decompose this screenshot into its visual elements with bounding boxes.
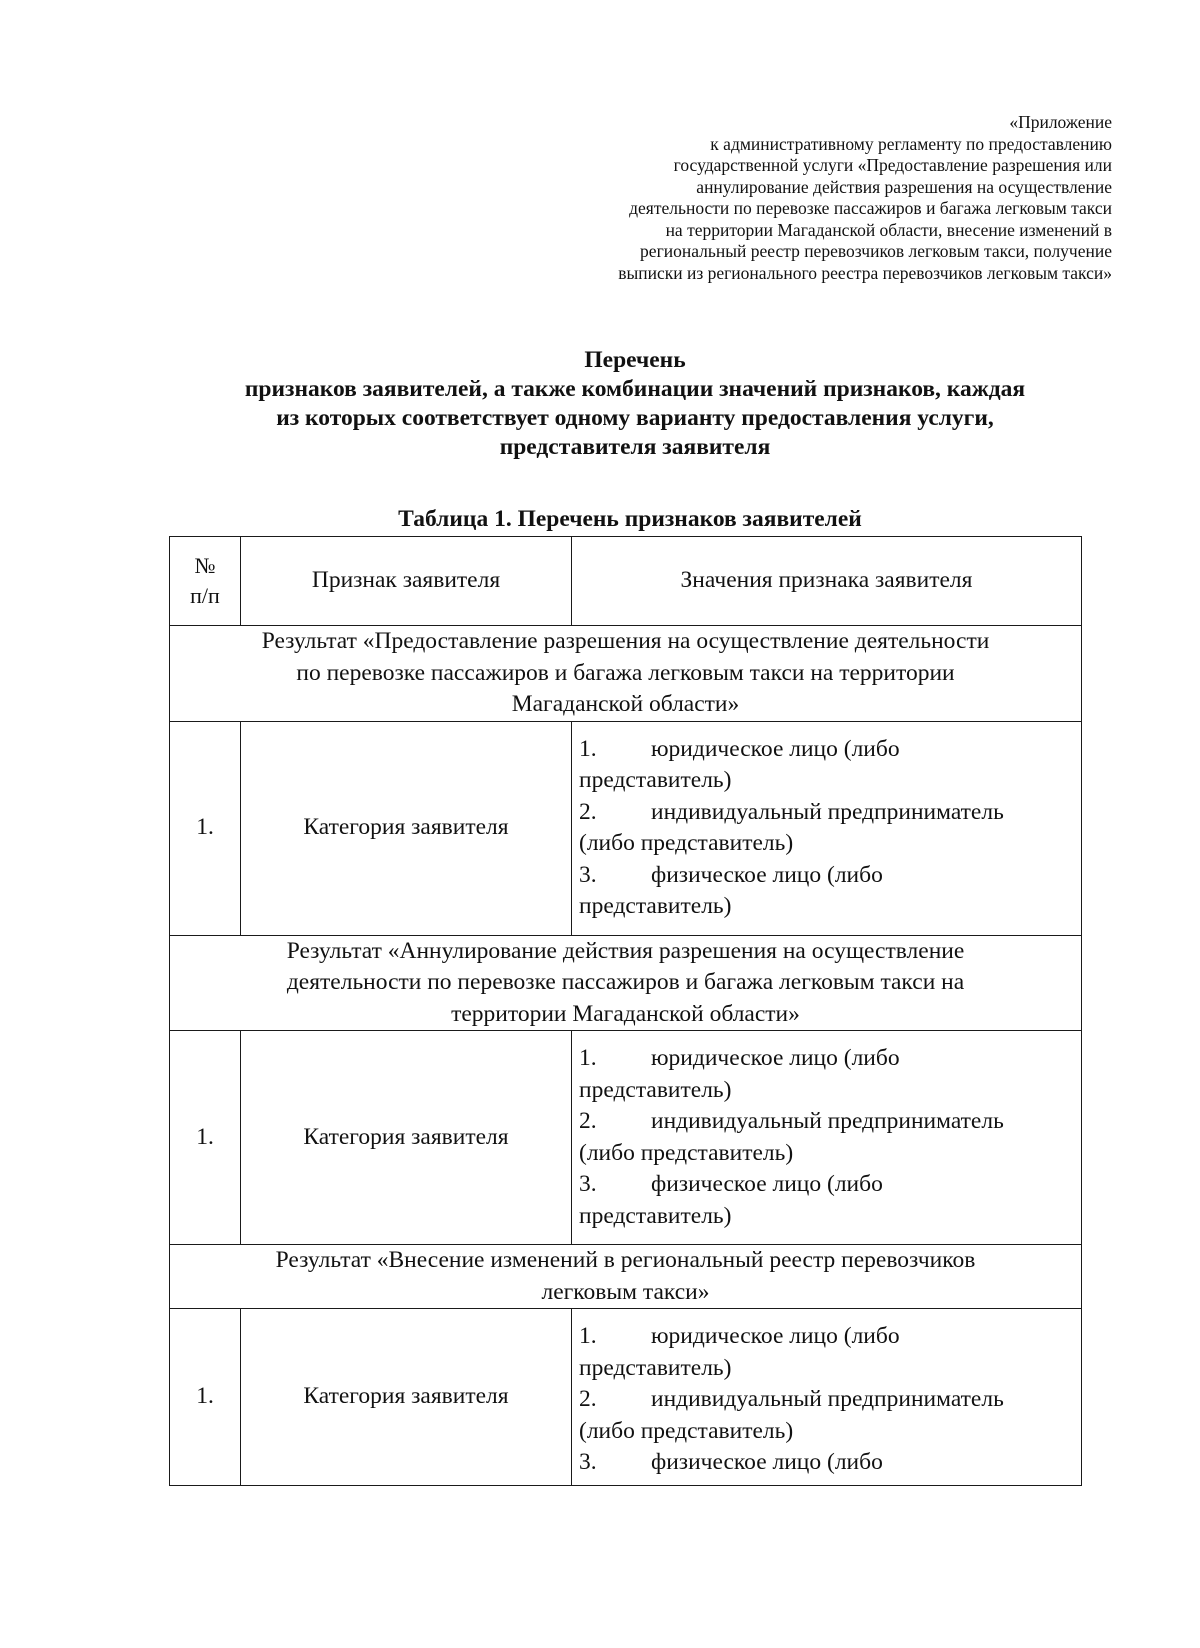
header-values: Значения признака заявителя [572,537,1082,626]
appendix-line: государственной услуги «Предоставление разрешения или [673,155,1112,175]
result-cell [170,626,1082,722]
title-line: Перечень [584,347,686,373]
value-text: (либо представитель) [579,1139,794,1166]
appendix-line: деятельности по перевозке пассажиров и багажа легковым такси [629,198,1112,218]
result-row [170,626,1082,722]
row-number: 1. [170,1309,241,1486]
header-number [170,537,241,626]
table-row [170,1031,1082,1245]
row-attribute: Категория заявителя [241,1031,572,1245]
value-number: 1. [579,1045,597,1071]
result-row [170,1245,1082,1309]
value-text: (либо представитель) [579,830,794,856]
value-text: индивидуальный предприниматель [651,798,1004,825]
row-attribute: Категория заявителя [241,1309,572,1486]
value-text: представитель) [579,1354,732,1381]
result-cell [170,935,1082,1031]
result-line: Результат «Аннулирование действия разрешения на осуществление [286,937,965,964]
appendix-note [472,112,1112,284]
value-text: представитель) [579,1202,732,1229]
value-text: физическое лицо (либо [651,861,883,888]
result-row [170,935,1082,1031]
value-number: 3. [579,1449,597,1475]
table-header-row [170,537,1082,626]
appendix-line: на территории Магаданской области, внесение изменений в [665,219,1112,240]
result-line: легковым такси» [541,1278,710,1305]
value-number: 3. [579,1171,597,1197]
row-values [572,1309,1082,1486]
row-values [572,721,1082,935]
table-caption: Таблица 1. Перечень признаков заявителей [398,506,862,532]
appendix-line: аннулирование действия разрешения на осуществление [696,176,1112,197]
value-text: представитель) [579,893,732,919]
result-cell [170,1245,1082,1309]
value-number: 2. [579,798,597,825]
value-text: юридическое лицо (либо [651,1323,900,1349]
value-text: (либо представитель) [579,1417,794,1444]
header-number-abbrev: п/п [190,583,220,608]
table-row [170,1309,1082,1486]
result-line: Результат «Внесение изменений в региональный реестр перевозчиков [275,1247,976,1273]
row-attribute: Категория заявителя [241,721,572,935]
header-attribute: Признак заявителя [241,537,572,626]
result-line: Результат «Предоставление разрешения на осуществление деятельности [261,628,990,654]
value-text: представитель) [579,767,732,793]
value-text: индивидуальный предприниматель [651,1108,1004,1134]
value-number: 3. [579,861,597,888]
value-number: 1. [579,735,597,762]
value-number: 1. [579,1323,597,1349]
table-row [170,721,1082,935]
row-number: 1. [170,1031,241,1245]
appendix-line: региональный реестр перевозчиков легковым такси, получение [640,241,1112,261]
header-number-symbol: № [194,553,216,578]
result-line: Магаданской области» [511,691,740,717]
row-number: 1. [170,721,241,935]
value-text: юридическое лицо (либо [651,735,900,762]
appendix-line: «Приложение [1009,112,1112,132]
appendix-line: к административному регламенту по предоставлению [710,133,1112,154]
applicant-attributes-table [169,536,1082,1486]
document-title [150,346,1120,462]
value-number: 2. [579,1108,597,1134]
result-line: территории Магаданской области» [451,1000,800,1027]
result-line: по перевозке пассажиров и багажа легковым такси на территории [296,659,955,686]
value-number: 2. [579,1386,597,1412]
value-text: физическое лицо (либо [651,1171,883,1197]
title-line: признаков заявителей, а также комбинации значений признаков, каждая [244,376,1026,402]
row-values [572,1031,1082,1245]
value-text: индивидуальный предприниматель [651,1386,1004,1412]
appendix-line: выписки из регионального реестра перевозчиков легковым такси» [618,262,1112,283]
value-text: физическое лицо (либо [651,1449,883,1475]
result-line: деятельности по перевозке пассажиров и багажа легковым такси на [286,969,965,995]
title-line: из которых соответствует одному варианту предоставления услуги, [276,405,994,431]
value-text: юридическое лицо (либо [651,1045,900,1071]
value-text: представитель) [579,1076,732,1103]
title-line: представителя заявителя [499,434,771,460]
